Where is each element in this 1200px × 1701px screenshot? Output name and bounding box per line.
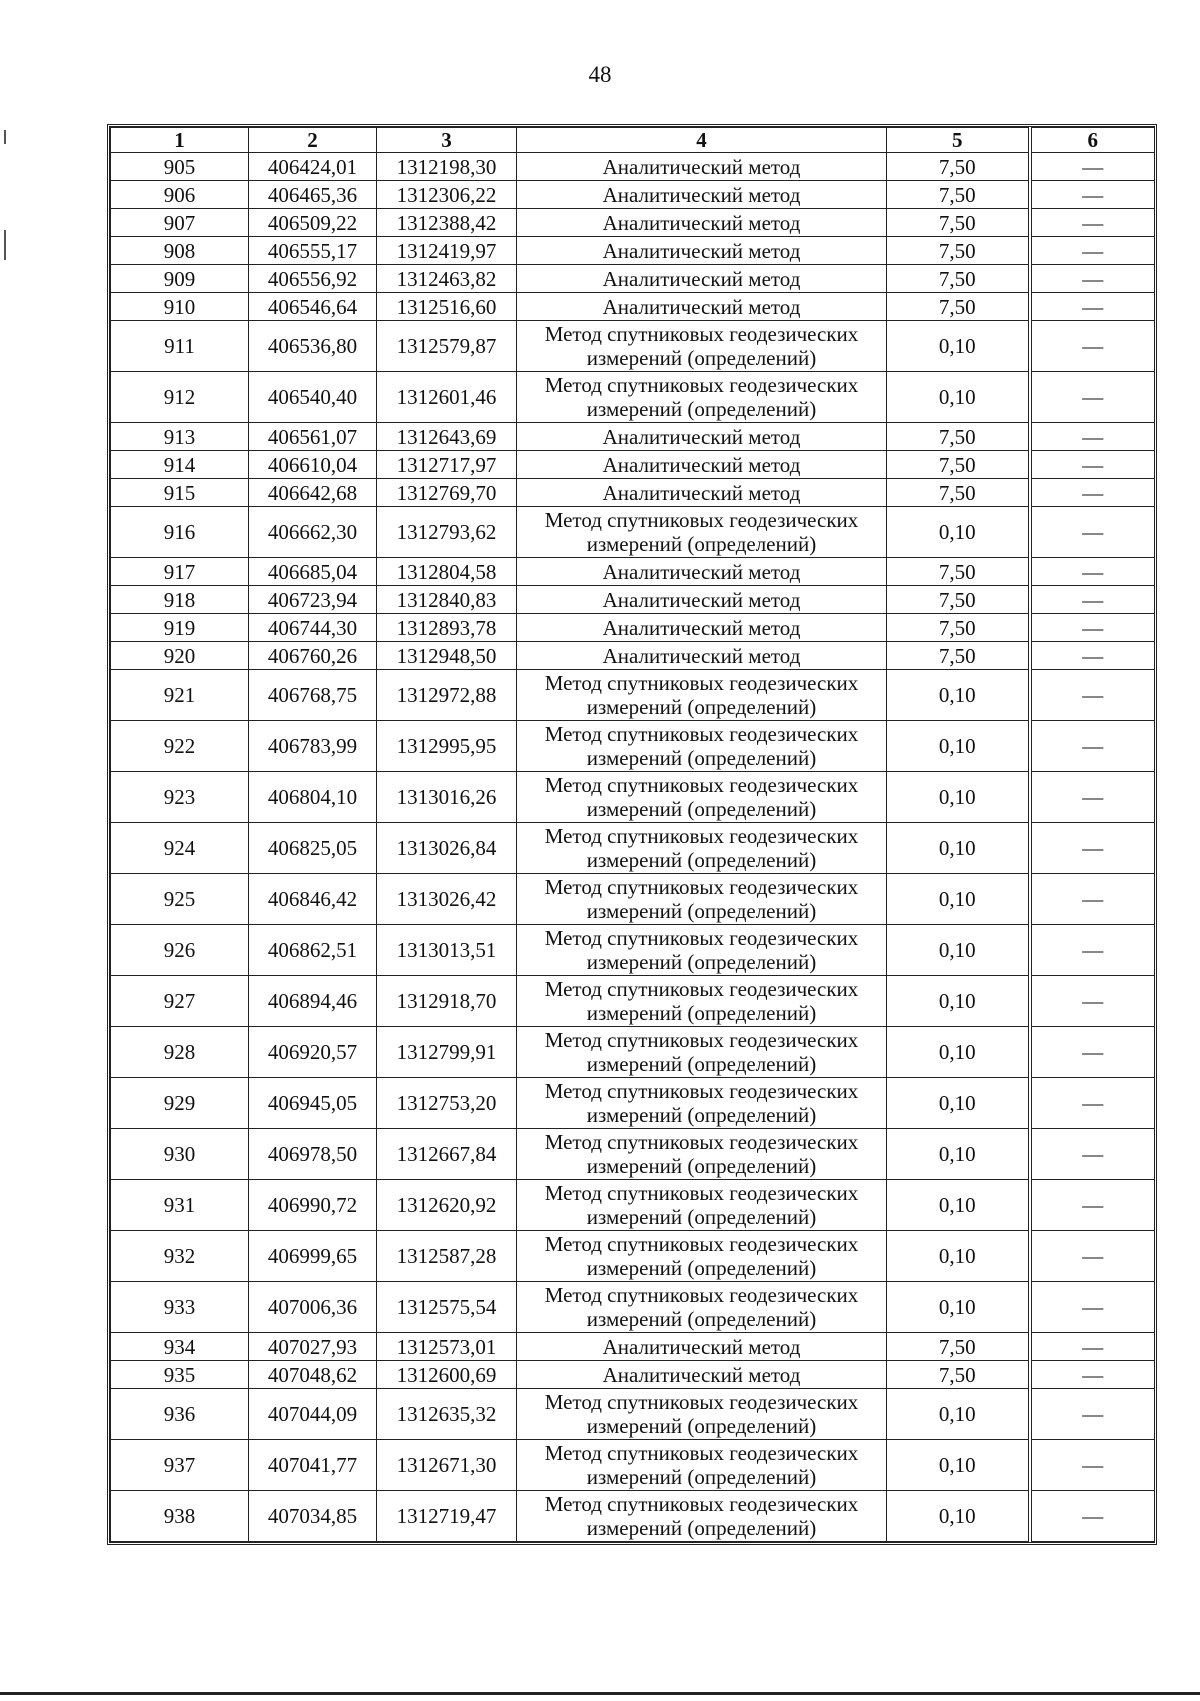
- x-coordinate-cell: 406846,42: [249, 874, 377, 925]
- note-cell: —: [1030, 479, 1155, 507]
- note-cell: —: [1030, 976, 1155, 1027]
- note-cell: —: [1030, 1231, 1155, 1282]
- x-coordinate-cell: 406509,22: [249, 209, 377, 237]
- table-row: [111, 1282, 1155, 1333]
- point-number-cell: 927: [111, 976, 249, 1027]
- x-coordinate-cell: 406862,51: [249, 925, 377, 976]
- accuracy-cell: 0,10: [887, 721, 1030, 772]
- accuracy-cell: 0,10: [887, 823, 1030, 874]
- x-coordinate-cell: 406825,05: [249, 823, 377, 874]
- x-coordinate-cell: 406804,10: [249, 772, 377, 823]
- method-cell: Метод спутниковых геодезических измерений (определений): [517, 772, 887, 823]
- accuracy-cell: 7,50: [887, 558, 1030, 586]
- method-cell: Метод спутниковых геодезических измерений (определений): [517, 1491, 887, 1542]
- method-cell: Аналитический метод: [517, 451, 887, 479]
- column-header: 5: [887, 128, 1030, 153]
- method-cell: Аналитический метод: [517, 153, 887, 181]
- table-row: [111, 209, 1155, 237]
- table-row: [111, 479, 1155, 507]
- point-number-cell: 909: [111, 265, 249, 293]
- table-row: [111, 1333, 1155, 1361]
- method-cell: Аналитический метод: [517, 586, 887, 614]
- table-row: [111, 423, 1155, 451]
- column-header: 6: [1030, 128, 1155, 153]
- point-number-cell: 916: [111, 507, 249, 558]
- point-number-cell: 921: [111, 670, 249, 721]
- method-cell: Метод спутниковых геодезических измерений (определений): [517, 1231, 887, 1282]
- point-number-cell: 912: [111, 372, 249, 423]
- method-cell: Метод спутниковых геодезических измерений (определений): [517, 1078, 887, 1129]
- accuracy-cell: 7,50: [887, 642, 1030, 670]
- note-cell: —: [1030, 874, 1155, 925]
- x-coordinate-cell: 406662,30: [249, 507, 377, 558]
- y-coordinate-cell: 1312995,95: [377, 721, 517, 772]
- y-coordinate-cell: 1312717,97: [377, 451, 517, 479]
- accuracy-cell: 0,10: [887, 670, 1030, 721]
- page-bottom-rule: [0, 1692, 1200, 1695]
- x-coordinate-cell: 406783,99: [249, 721, 377, 772]
- method-cell: Метод спутниковых геодезических измерений (определений): [517, 372, 887, 423]
- method-cell: Аналитический метод: [517, 293, 887, 321]
- table-row: [111, 558, 1155, 586]
- x-coordinate-cell: 407041,77: [249, 1440, 377, 1491]
- point-number-cell: 931: [111, 1180, 249, 1231]
- y-coordinate-cell: 1312516,60: [377, 293, 517, 321]
- note-cell: —: [1030, 1282, 1155, 1333]
- method-cell: Аналитический метод: [517, 181, 887, 209]
- y-coordinate-cell: 1312600,69: [377, 1361, 517, 1389]
- y-coordinate-cell: 1312419,97: [377, 237, 517, 265]
- point-number-cell: 918: [111, 586, 249, 614]
- accuracy-cell: 0,10: [887, 1389, 1030, 1440]
- accuracy-cell: 0,10: [887, 321, 1030, 372]
- accuracy-cell: 0,10: [887, 1027, 1030, 1078]
- table-row: [111, 1361, 1155, 1389]
- point-number-cell: 911: [111, 321, 249, 372]
- note-cell: —: [1030, 925, 1155, 976]
- column-header: 2: [249, 128, 377, 153]
- margin-mark: [4, 230, 6, 260]
- note-cell: —: [1030, 1129, 1155, 1180]
- x-coordinate-cell: 406978,50: [249, 1129, 377, 1180]
- method-cell: Метод спутниковых геодезических измерений (определений): [517, 1027, 887, 1078]
- table-row: [111, 614, 1155, 642]
- point-number-cell: 922: [111, 721, 249, 772]
- accuracy-cell: 0,10: [887, 1491, 1030, 1542]
- accuracy-cell: 0,10: [887, 372, 1030, 423]
- y-coordinate-cell: 1312388,42: [377, 209, 517, 237]
- accuracy-cell: 0,10: [887, 1440, 1030, 1491]
- point-number-cell: 928: [111, 1027, 249, 1078]
- table-row: [111, 372, 1155, 423]
- point-number-cell: 925: [111, 874, 249, 925]
- x-coordinate-cell: 406546,64: [249, 293, 377, 321]
- note-cell: —: [1030, 670, 1155, 721]
- note-cell: —: [1030, 614, 1155, 642]
- table-row: [111, 1231, 1155, 1282]
- note-cell: —: [1030, 293, 1155, 321]
- method-cell: Аналитический метод: [517, 237, 887, 265]
- note-cell: —: [1030, 823, 1155, 874]
- x-coordinate-cell: 406540,40: [249, 372, 377, 423]
- method-cell: Аналитический метод: [517, 265, 887, 293]
- table-row: [111, 321, 1155, 372]
- table-row: [111, 721, 1155, 772]
- note-cell: —: [1030, 209, 1155, 237]
- method-cell: Аналитический метод: [517, 614, 887, 642]
- note-cell: —: [1030, 586, 1155, 614]
- method-cell: Аналитический метод: [517, 1333, 887, 1361]
- x-coordinate-cell: 406642,68: [249, 479, 377, 507]
- table-row: [111, 1180, 1155, 1231]
- x-coordinate-cell: 406556,92: [249, 265, 377, 293]
- accuracy-cell: 0,10: [887, 1078, 1030, 1129]
- point-number-cell: 937: [111, 1440, 249, 1491]
- column-header: 3: [377, 128, 517, 153]
- x-coordinate-cell: 406723,94: [249, 586, 377, 614]
- y-coordinate-cell: 1312579,87: [377, 321, 517, 372]
- accuracy-cell: 7,50: [887, 451, 1030, 479]
- note-cell: —: [1030, 721, 1155, 772]
- accuracy-cell: 7,50: [887, 1361, 1030, 1389]
- table-row: [111, 293, 1155, 321]
- x-coordinate-cell: 406685,04: [249, 558, 377, 586]
- point-number-cell: 908: [111, 237, 249, 265]
- x-coordinate-cell: 406555,17: [249, 237, 377, 265]
- x-coordinate-cell: 406744,30: [249, 614, 377, 642]
- method-cell: Метод спутниковых геодезических измерений (определений): [517, 925, 887, 976]
- point-number-cell: 907: [111, 209, 249, 237]
- accuracy-cell: 7,50: [887, 423, 1030, 451]
- method-cell: Аналитический метод: [517, 479, 887, 507]
- margin-mark: [4, 130, 6, 144]
- y-coordinate-cell: 1312635,32: [377, 1389, 517, 1440]
- x-coordinate-cell: 406894,46: [249, 976, 377, 1027]
- method-cell: Метод спутниковых геодезических измерений (определений): [517, 1180, 887, 1231]
- y-coordinate-cell: 1312575,54: [377, 1282, 517, 1333]
- method-cell: Аналитический метод: [517, 423, 887, 451]
- note-cell: —: [1030, 372, 1155, 423]
- method-cell: Аналитический метод: [517, 209, 887, 237]
- note-cell: —: [1030, 558, 1155, 586]
- point-number-cell: 913: [111, 423, 249, 451]
- point-number-cell: 919: [111, 614, 249, 642]
- accuracy-cell: 7,50: [887, 1333, 1030, 1361]
- point-number-cell: 923: [111, 772, 249, 823]
- table-row: [111, 1129, 1155, 1180]
- accuracy-cell: 0,10: [887, 925, 1030, 976]
- accuracy-cell: 7,50: [887, 237, 1030, 265]
- table-row: [111, 642, 1155, 670]
- x-coordinate-cell: 407048,62: [249, 1361, 377, 1389]
- accuracy-cell: 7,50: [887, 586, 1030, 614]
- note-cell: —: [1030, 321, 1155, 372]
- method-cell: Метод спутниковых геодезических измерений (определений): [517, 670, 887, 721]
- accuracy-cell: 0,10: [887, 1231, 1030, 1282]
- method-cell: Метод спутниковых геодезических измерений (определений): [517, 976, 887, 1027]
- method-cell: Метод спутниковых геодезических измерений (определений): [517, 721, 887, 772]
- y-coordinate-cell: 1312793,62: [377, 507, 517, 558]
- page-number: 48: [588, 62, 612, 87]
- table-row: [111, 237, 1155, 265]
- note-cell: —: [1030, 181, 1155, 209]
- note-cell: —: [1030, 772, 1155, 823]
- accuracy-cell: 0,10: [887, 507, 1030, 558]
- y-coordinate-cell: 1312840,83: [377, 586, 517, 614]
- point-number-cell: 929: [111, 1078, 249, 1129]
- x-coordinate-cell: 406945,05: [249, 1078, 377, 1129]
- note-cell: —: [1030, 507, 1155, 558]
- point-number-cell: 920: [111, 642, 249, 670]
- point-number-cell: 910: [111, 293, 249, 321]
- table-row: [111, 1027, 1155, 1078]
- point-number-cell: 924: [111, 823, 249, 874]
- accuracy-cell: 7,50: [887, 479, 1030, 507]
- x-coordinate-cell: 407044,09: [249, 1389, 377, 1440]
- method-cell: Аналитический метод: [517, 1361, 887, 1389]
- accuracy-cell: 0,10: [887, 1180, 1030, 1231]
- point-number-cell: 934: [111, 1333, 249, 1361]
- y-coordinate-cell: 1312769,70: [377, 479, 517, 507]
- accuracy-cell: 7,50: [887, 153, 1030, 181]
- table-row: [111, 586, 1155, 614]
- accuracy-cell: 0,10: [887, 976, 1030, 1027]
- table-row: [111, 772, 1155, 823]
- y-coordinate-cell: 1312620,92: [377, 1180, 517, 1231]
- point-number-cell: 905: [111, 153, 249, 181]
- table-row: [111, 181, 1155, 209]
- note-cell: —: [1030, 265, 1155, 293]
- y-coordinate-cell: 1312893,78: [377, 614, 517, 642]
- y-coordinate-cell: 1312198,30: [377, 153, 517, 181]
- table-row: [111, 823, 1155, 874]
- method-cell: Метод спутниковых геодезических измерений (определений): [517, 823, 887, 874]
- y-coordinate-cell: 1313026,84: [377, 823, 517, 874]
- point-number-cell: 917: [111, 558, 249, 586]
- note-cell: —: [1030, 1027, 1155, 1078]
- x-coordinate-cell: 406760,26: [249, 642, 377, 670]
- point-number-cell: 936: [111, 1389, 249, 1440]
- note-cell: —: [1030, 451, 1155, 479]
- table-row: [111, 976, 1155, 1027]
- point-number-cell: 914: [111, 451, 249, 479]
- x-coordinate-cell: 406990,72: [249, 1180, 377, 1231]
- y-coordinate-cell: 1312643,69: [377, 423, 517, 451]
- point-number-cell: 906: [111, 181, 249, 209]
- method-cell: Метод спутниковых геодезических измерений (определений): [517, 1440, 887, 1491]
- accuracy-cell: 7,50: [887, 614, 1030, 642]
- table-row: [111, 507, 1155, 558]
- x-coordinate-cell: 406465,36: [249, 181, 377, 209]
- method-cell: Метод спутниковых геодезических измерений (определений): [517, 874, 887, 925]
- y-coordinate-cell: 1312948,50: [377, 642, 517, 670]
- accuracy-cell: 0,10: [887, 1282, 1030, 1333]
- x-coordinate-cell: 407027,93: [249, 1333, 377, 1361]
- table-row: [111, 153, 1155, 181]
- x-coordinate-cell: 407034,85: [249, 1491, 377, 1542]
- table-row: [111, 1440, 1155, 1491]
- table-row: [111, 874, 1155, 925]
- point-number-cell: 935: [111, 1361, 249, 1389]
- method-cell: Аналитический метод: [517, 558, 887, 586]
- accuracy-cell: 0,10: [887, 1129, 1030, 1180]
- note-cell: —: [1030, 1078, 1155, 1129]
- method-cell: Метод спутниковых геодезических измерений (определений): [517, 1389, 887, 1440]
- y-coordinate-cell: 1313026,42: [377, 874, 517, 925]
- y-coordinate-cell: 1312918,70: [377, 976, 517, 1027]
- method-cell: Метод спутниковых геодезических измерений (определений): [517, 1129, 887, 1180]
- accuracy-cell: 0,10: [887, 772, 1030, 823]
- y-coordinate-cell: 1312587,28: [377, 1231, 517, 1282]
- x-coordinate-cell: 406999,65: [249, 1231, 377, 1282]
- y-coordinate-cell: 1312972,88: [377, 670, 517, 721]
- note-cell: —: [1030, 1440, 1155, 1491]
- point-number-cell: 915: [111, 479, 249, 507]
- y-coordinate-cell: 1313016,26: [377, 772, 517, 823]
- table-header-row: [111, 128, 1155, 153]
- y-coordinate-cell: 1312799,91: [377, 1027, 517, 1078]
- note-cell: —: [1030, 153, 1155, 181]
- note-cell: —: [1030, 1491, 1155, 1542]
- method-cell: Аналитический метод: [517, 642, 887, 670]
- x-coordinate-cell: 407006,36: [249, 1282, 377, 1333]
- table-row: [111, 1078, 1155, 1129]
- y-coordinate-cell: 1312667,84: [377, 1129, 517, 1180]
- y-coordinate-cell: 1312573,01: [377, 1333, 517, 1361]
- y-coordinate-cell: 1312804,58: [377, 558, 517, 586]
- table-row: [111, 451, 1155, 479]
- point-number-cell: 932: [111, 1231, 249, 1282]
- accuracy-cell: 0,10: [887, 874, 1030, 925]
- coordinates-table: [107, 124, 1157, 1545]
- x-coordinate-cell: 406610,04: [249, 451, 377, 479]
- y-coordinate-cell: 1312719,47: [377, 1491, 517, 1542]
- x-coordinate-cell: 406536,80: [249, 321, 377, 372]
- column-header: 1: [111, 128, 249, 153]
- method-cell: Метод спутниковых геодезических измерений (определений): [517, 507, 887, 558]
- point-number-cell: 930: [111, 1129, 249, 1180]
- point-number-cell: 926: [111, 925, 249, 976]
- note-cell: —: [1030, 642, 1155, 670]
- x-coordinate-cell: 406920,57: [249, 1027, 377, 1078]
- x-coordinate-cell: 406768,75: [249, 670, 377, 721]
- y-coordinate-cell: 1312671,30: [377, 1440, 517, 1491]
- note-cell: —: [1030, 1389, 1155, 1440]
- accuracy-cell: 7,50: [887, 265, 1030, 293]
- point-number-cell: 933: [111, 1282, 249, 1333]
- y-coordinate-cell: 1312601,46: [377, 372, 517, 423]
- table-row: [111, 1389, 1155, 1440]
- y-coordinate-cell: 1313013,51: [377, 925, 517, 976]
- y-coordinate-cell: 1312306,22: [377, 181, 517, 209]
- accuracy-cell: 7,50: [887, 293, 1030, 321]
- table-row: [111, 265, 1155, 293]
- x-coordinate-cell: 406561,07: [249, 423, 377, 451]
- point-number-cell: 938: [111, 1491, 249, 1542]
- y-coordinate-cell: 1312753,20: [377, 1078, 517, 1129]
- table-row: [111, 1491, 1155, 1542]
- note-cell: —: [1030, 237, 1155, 265]
- column-header: 4: [517, 128, 887, 153]
- note-cell: —: [1030, 1361, 1155, 1389]
- table-row: [111, 925, 1155, 976]
- note-cell: —: [1030, 1333, 1155, 1361]
- note-cell: —: [1030, 1180, 1155, 1231]
- accuracy-cell: 7,50: [887, 209, 1030, 237]
- x-coordinate-cell: 406424,01: [249, 153, 377, 181]
- method-cell: Метод спутниковых геодезических измерений (определений): [517, 321, 887, 372]
- accuracy-cell: 7,50: [887, 181, 1030, 209]
- method-cell: Метод спутниковых геодезических измерений (определений): [517, 1282, 887, 1333]
- y-coordinate-cell: 1312463,82: [377, 265, 517, 293]
- table-row: [111, 670, 1155, 721]
- note-cell: —: [1030, 423, 1155, 451]
